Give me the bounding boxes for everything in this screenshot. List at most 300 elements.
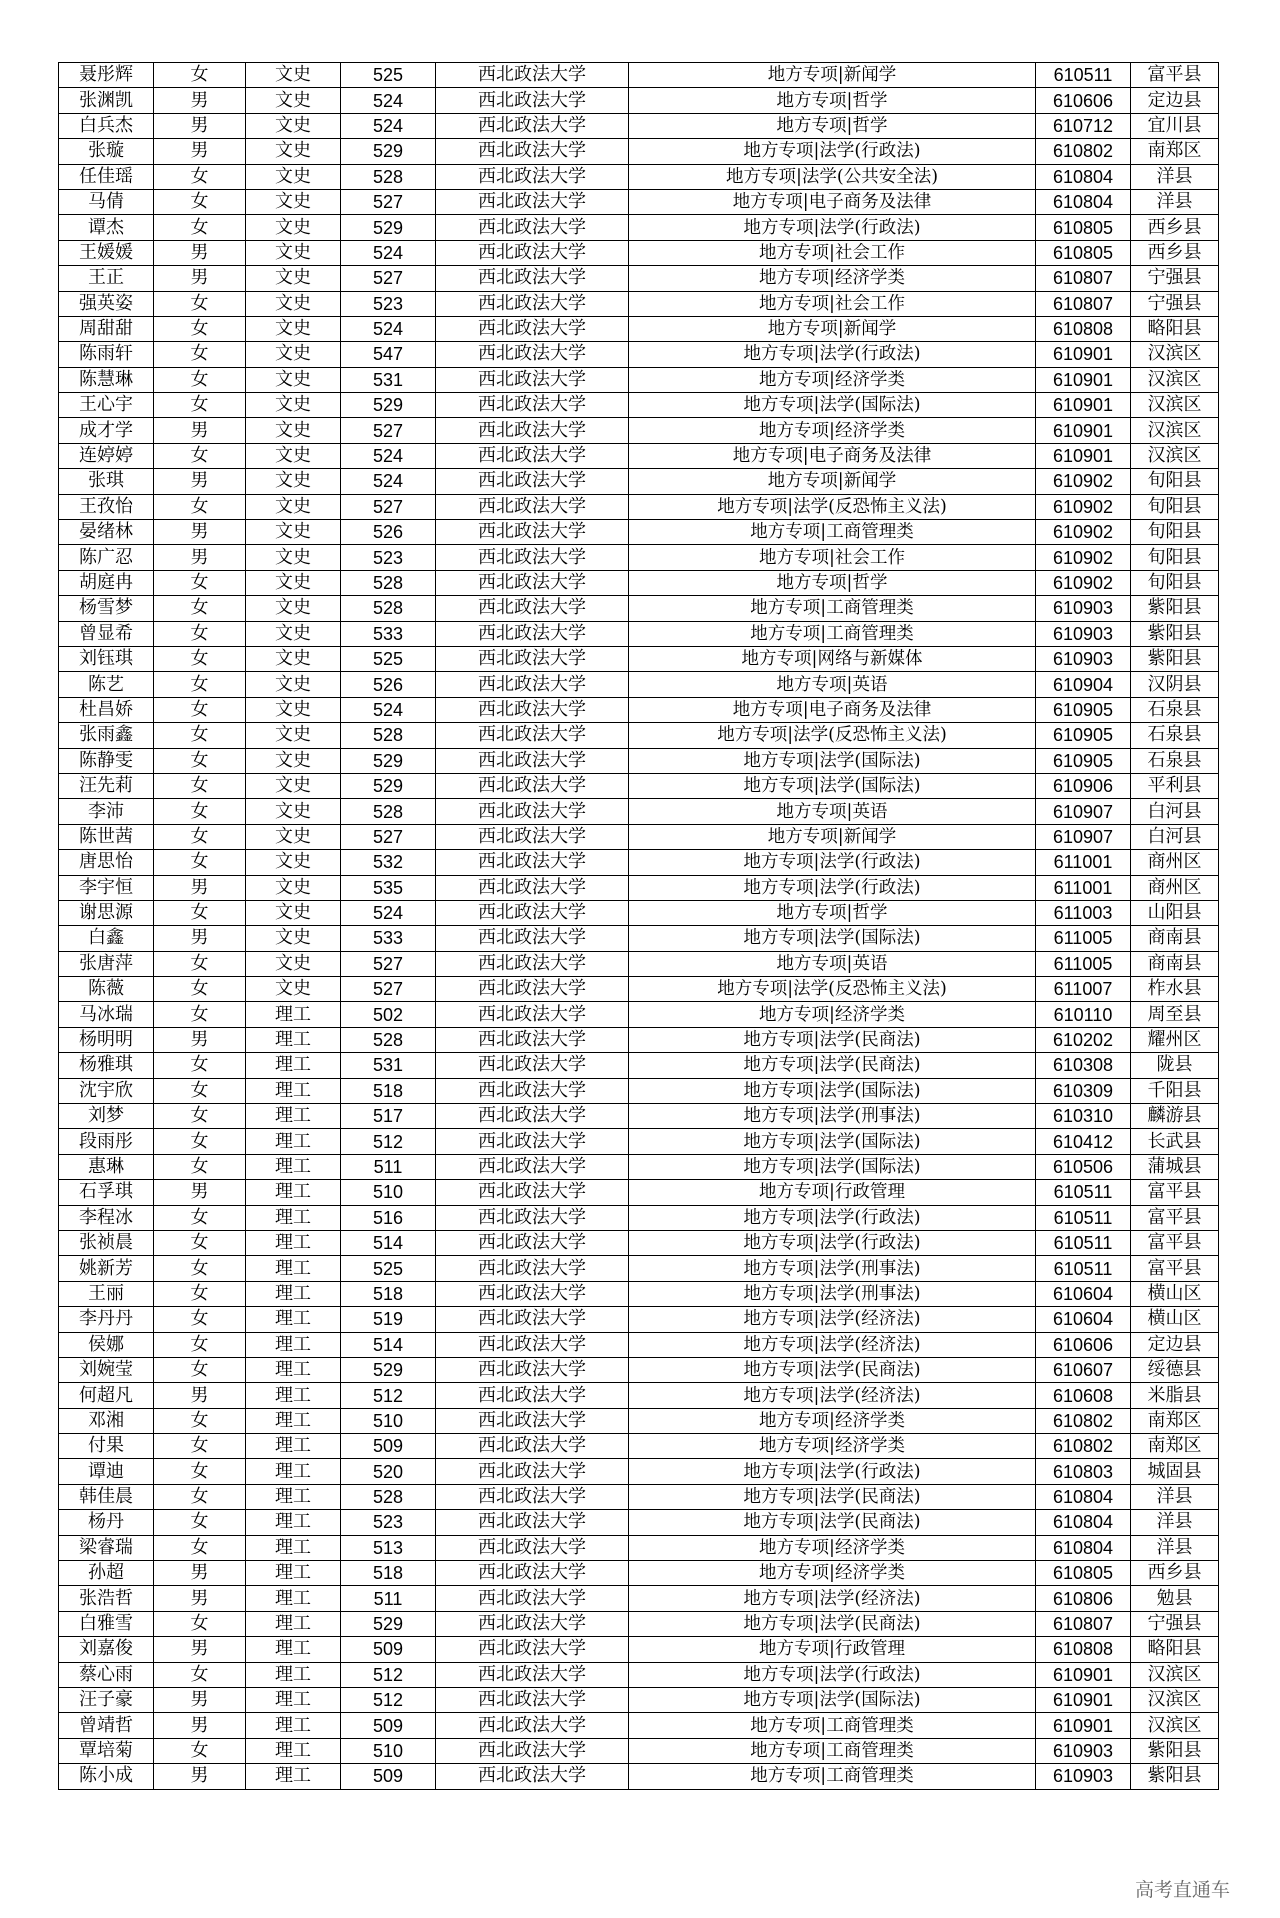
- university-cell: 西北政法大学: [436, 520, 629, 545]
- county-cell: 陇县: [1131, 1053, 1219, 1078]
- major-cell: 地方专项|电子商务及法律: [629, 697, 1036, 722]
- university-cell: 西北政法大学: [436, 850, 629, 875]
- major-cell: 地方专项|工商管理类: [629, 596, 1036, 621]
- major-cell: 地方专项|法学(反恐怖主义法): [629, 977, 1036, 1002]
- score-cell: 516: [341, 1205, 436, 1230]
- student-name-cell: 晏绪林: [59, 520, 154, 545]
- county-cell: 麟游县: [1131, 1104, 1219, 1129]
- major-cell: 地方专项|法学(行政法): [629, 139, 1036, 164]
- major-cell: 地方专项|法学(行政法): [629, 1230, 1036, 1255]
- student-name-cell: 韩佳晨: [59, 1484, 154, 1509]
- table-row: [59, 342, 1219, 367]
- university-cell: 西北政法大学: [436, 1688, 629, 1713]
- gender-cell: 男: [154, 418, 246, 443]
- county-cell: 汉滨区: [1131, 1713, 1219, 1738]
- county-cell: 紫阳县: [1131, 1738, 1219, 1763]
- university-cell: 西北政法大学: [436, 139, 629, 164]
- university-cell: 西北政法大学: [436, 1230, 629, 1255]
- region-code-cell: 610807: [1036, 1611, 1131, 1636]
- table-row: [59, 1510, 1219, 1535]
- county-cell: 白河县: [1131, 824, 1219, 849]
- major-cell: 地方专项|法学(民商法): [629, 1357, 1036, 1382]
- gender-cell: 女: [154, 748, 246, 773]
- county-cell: 富平县: [1131, 1205, 1219, 1230]
- student-name-cell: 刘嘉俊: [59, 1637, 154, 1662]
- region-code-cell: 610902: [1036, 520, 1131, 545]
- track-cell: 理工: [246, 1459, 341, 1484]
- student-name-cell: 胡庭冉: [59, 570, 154, 595]
- university-cell: 西北政法大学: [436, 342, 629, 367]
- student-name-cell: 姚新芳: [59, 1256, 154, 1281]
- major-cell: 地方专项|法学(民商法): [629, 1510, 1036, 1535]
- major-cell: 地方专项|法学(经济法): [629, 1307, 1036, 1332]
- county-cell: 洋县: [1131, 1484, 1219, 1509]
- table-row: [59, 164, 1219, 189]
- table-row: [59, 875, 1219, 900]
- score-cell: 527: [341, 824, 436, 849]
- university-cell: 西北政法大学: [436, 748, 629, 773]
- major-cell: 地方专项|法学(民商法): [629, 1027, 1036, 1052]
- gender-cell: 女: [154, 1154, 246, 1179]
- student-name-cell: 陈广忍: [59, 545, 154, 570]
- gender-cell: 女: [154, 1535, 246, 1560]
- region-code-cell: 610608: [1036, 1383, 1131, 1408]
- score-cell: 524: [341, 240, 436, 265]
- gender-cell: 女: [154, 1307, 246, 1332]
- gender-cell: 男: [154, 1180, 246, 1205]
- score-cell: 512: [341, 1688, 436, 1713]
- table-row: [59, 1078, 1219, 1103]
- gender-cell: 女: [154, 1053, 246, 1078]
- gender-cell: 男: [154, 875, 246, 900]
- county-cell: 略阳县: [1131, 1637, 1219, 1662]
- track-cell: 理工: [246, 1180, 341, 1205]
- score-cell: 520: [341, 1459, 436, 1484]
- gender-cell: 女: [154, 1611, 246, 1636]
- gender-cell: 女: [154, 1002, 246, 1027]
- table-row: [59, 494, 1219, 519]
- region-code-cell: 610110: [1036, 1002, 1131, 1027]
- admission-list-table: [58, 62, 1219, 1790]
- university-cell: 西北政法大学: [436, 1027, 629, 1052]
- table-row: [59, 1002, 1219, 1027]
- region-code-cell: 611007: [1036, 977, 1131, 1002]
- county-cell: 南郑区: [1131, 139, 1219, 164]
- county-cell: 富平县: [1131, 1256, 1219, 1281]
- gender-cell: 女: [154, 824, 246, 849]
- gender-cell: 女: [154, 342, 246, 367]
- county-cell: 石泉县: [1131, 697, 1219, 722]
- county-cell: 略阳县: [1131, 316, 1219, 341]
- university-cell: 西北政法大学: [436, 215, 629, 240]
- track-cell: 文史: [246, 316, 341, 341]
- gender-cell: 男: [154, 520, 246, 545]
- region-code-cell: 610901: [1036, 1713, 1131, 1738]
- table-row: [59, 672, 1219, 697]
- county-cell: 旬阳县: [1131, 469, 1219, 494]
- student-name-cell: 马倩: [59, 189, 154, 214]
- university-cell: 西北政法大学: [436, 1307, 629, 1332]
- table-row: [59, 1713, 1219, 1738]
- region-code-cell: 610308: [1036, 1053, 1131, 1078]
- table-row: [59, 367, 1219, 392]
- student-name-cell: 白雅雪: [59, 1611, 154, 1636]
- student-name-cell: 张璇: [59, 139, 154, 164]
- score-cell: 526: [341, 520, 436, 545]
- gender-cell: 女: [154, 850, 246, 875]
- score-cell: 525: [341, 63, 436, 88]
- table-row: [59, 1688, 1219, 1713]
- county-cell: 汉滨区: [1131, 367, 1219, 392]
- table-row: [59, 799, 1219, 824]
- score-cell: 529: [341, 393, 436, 418]
- score-cell: 535: [341, 875, 436, 900]
- track-cell: 理工: [246, 1434, 341, 1459]
- score-cell: 518: [341, 1561, 436, 1586]
- region-code-cell: 610804: [1036, 1510, 1131, 1535]
- region-code-cell: 610606: [1036, 88, 1131, 113]
- region-code-cell: 610807: [1036, 291, 1131, 316]
- county-cell: 定边县: [1131, 88, 1219, 113]
- major-cell: 地方专项|哲学: [629, 900, 1036, 925]
- table-row: [59, 1230, 1219, 1255]
- table-row: [59, 926, 1219, 951]
- student-name-cell: 李宇恒: [59, 875, 154, 900]
- table-row: [59, 113, 1219, 138]
- score-cell: 529: [341, 773, 436, 798]
- major-cell: 地方专项|新闻学: [629, 469, 1036, 494]
- score-cell: 527: [341, 418, 436, 443]
- student-name-cell: 杨雪梦: [59, 596, 154, 621]
- major-cell: 地方专项|工商管理类: [629, 1713, 1036, 1738]
- university-cell: 西北政法大学: [436, 1738, 629, 1763]
- table-row: [59, 1281, 1219, 1306]
- region-code-cell: 610903: [1036, 1738, 1131, 1763]
- region-code-cell: 610806: [1036, 1586, 1131, 1611]
- region-code-cell: 610803: [1036, 1459, 1131, 1484]
- student-name-cell: 王孜怡: [59, 494, 154, 519]
- university-cell: 西北政法大学: [436, 1281, 629, 1306]
- region-code-cell: 611001: [1036, 850, 1131, 875]
- gender-cell: 女: [154, 697, 246, 722]
- university-cell: 西北政法大学: [436, 596, 629, 621]
- university-cell: 西北政法大学: [436, 1535, 629, 1560]
- major-cell: 地方专项|经济学类: [629, 266, 1036, 291]
- university-cell: 西北政法大学: [436, 773, 629, 798]
- track-cell: 理工: [246, 1078, 341, 1103]
- score-cell: 527: [341, 494, 436, 519]
- score-cell: 524: [341, 88, 436, 113]
- major-cell: 地方专项|经济学类: [629, 1002, 1036, 1027]
- student-name-cell: 邓湘: [59, 1408, 154, 1433]
- university-cell: 西北政法大学: [436, 1256, 629, 1281]
- student-name-cell: 孙超: [59, 1561, 154, 1586]
- county-cell: 耀州区: [1131, 1027, 1219, 1052]
- region-code-cell: 610511: [1036, 1256, 1131, 1281]
- gender-cell: 男: [154, 1713, 246, 1738]
- track-cell: 文史: [246, 367, 341, 392]
- university-cell: 西北政法大学: [436, 1129, 629, 1154]
- major-cell: 地方专项|法学(经济法): [629, 1383, 1036, 1408]
- table-row: [59, 1053, 1219, 1078]
- track-cell: 文史: [246, 520, 341, 545]
- county-cell: 宁强县: [1131, 266, 1219, 291]
- major-cell: 地方专项|法学(国际法): [629, 1078, 1036, 1103]
- student-name-cell: 陈小成: [59, 1764, 154, 1789]
- region-code-cell: 610902: [1036, 469, 1131, 494]
- gender-cell: 女: [154, 1078, 246, 1103]
- county-cell: 商南县: [1131, 926, 1219, 951]
- track-cell: 文史: [246, 723, 341, 748]
- track-cell: 理工: [246, 1688, 341, 1713]
- gender-cell: 女: [154, 1408, 246, 1433]
- score-cell: 526: [341, 672, 436, 697]
- score-cell: 525: [341, 646, 436, 671]
- county-cell: 西乡县: [1131, 1561, 1219, 1586]
- university-cell: 西北政法大学: [436, 1357, 629, 1382]
- table-row: [59, 1535, 1219, 1560]
- gender-cell: 女: [154, 977, 246, 1002]
- university-cell: 西北政法大学: [436, 1713, 629, 1738]
- major-cell: 地方专项|法学(刑事法): [629, 1281, 1036, 1306]
- region-code-cell: 610902: [1036, 545, 1131, 570]
- county-cell: 横山区: [1131, 1307, 1219, 1332]
- university-cell: 西北政法大学: [436, 951, 629, 976]
- university-cell: 西北政法大学: [436, 1332, 629, 1357]
- gender-cell: 女: [154, 443, 246, 468]
- region-code-cell: 610802: [1036, 1408, 1131, 1433]
- table-row: [59, 951, 1219, 976]
- county-cell: 石泉县: [1131, 723, 1219, 748]
- region-code-cell: 610309: [1036, 1078, 1131, 1103]
- gender-cell: 女: [154, 1129, 246, 1154]
- university-cell: 西北政法大学: [436, 443, 629, 468]
- table-row: [59, 1738, 1219, 1763]
- score-cell: 510: [341, 1738, 436, 1763]
- university-cell: 西北政法大学: [436, 1510, 629, 1535]
- student-name-cell: 梁睿瑞: [59, 1535, 154, 1560]
- track-cell: 文史: [246, 63, 341, 88]
- track-cell: 文史: [246, 875, 341, 900]
- region-code-cell: 610901: [1036, 1688, 1131, 1713]
- major-cell: 地方专项|工商管理类: [629, 1738, 1036, 1763]
- gender-cell: 男: [154, 469, 246, 494]
- university-cell: 西北政法大学: [436, 469, 629, 494]
- track-cell: 理工: [246, 1307, 341, 1332]
- region-code-cell: 610901: [1036, 367, 1131, 392]
- region-code-cell: 610901: [1036, 393, 1131, 418]
- track-cell: 文史: [246, 215, 341, 240]
- university-cell: 西北政法大学: [436, 723, 629, 748]
- gender-cell: 女: [154, 1484, 246, 1509]
- track-cell: 理工: [246, 1764, 341, 1789]
- region-code-cell: 610903: [1036, 596, 1131, 621]
- county-cell: 旬阳县: [1131, 545, 1219, 570]
- major-cell: 地方专项|行政管理: [629, 1637, 1036, 1662]
- table-row: [59, 1383, 1219, 1408]
- gender-cell: 女: [154, 672, 246, 697]
- student-name-cell: 张琪: [59, 469, 154, 494]
- county-cell: 西乡县: [1131, 240, 1219, 265]
- track-cell: 文史: [246, 342, 341, 367]
- score-cell: 510: [341, 1180, 436, 1205]
- region-code-cell: 610511: [1036, 63, 1131, 88]
- table-row: [59, 139, 1219, 164]
- region-code-cell: 610606: [1036, 1332, 1131, 1357]
- university-cell: 西北政法大学: [436, 494, 629, 519]
- score-cell: 502: [341, 1002, 436, 1027]
- county-cell: 紫阳县: [1131, 621, 1219, 646]
- table-row: [59, 1484, 1219, 1509]
- university-cell: 西北政法大学: [436, 1180, 629, 1205]
- major-cell: 地方专项|社会工作: [629, 240, 1036, 265]
- county-cell: 汉滨区: [1131, 418, 1219, 443]
- region-code-cell: 610511: [1036, 1180, 1131, 1205]
- county-cell: 汉滨区: [1131, 1662, 1219, 1687]
- major-cell: 地方专项|电子商务及法律: [629, 189, 1036, 214]
- university-cell: 西北政法大学: [436, 697, 629, 722]
- student-name-cell: 王媛媛: [59, 240, 154, 265]
- region-code-cell: 610808: [1036, 316, 1131, 341]
- student-name-cell: 杨雅琪: [59, 1053, 154, 1078]
- track-cell: 理工: [246, 1637, 341, 1662]
- university-cell: 西北政法大学: [436, 875, 629, 900]
- student-name-cell: 张渊凯: [59, 88, 154, 113]
- university-cell: 西北政法大学: [436, 240, 629, 265]
- student-name-cell: 曾靖哲: [59, 1713, 154, 1738]
- table-row: [59, 723, 1219, 748]
- table-row: [59, 1408, 1219, 1433]
- score-cell: 524: [341, 113, 436, 138]
- student-name-cell: 陈薇: [59, 977, 154, 1002]
- score-cell: 527: [341, 189, 436, 214]
- score-cell: 523: [341, 545, 436, 570]
- region-code-cell: 610604: [1036, 1307, 1131, 1332]
- region-code-cell: 610805: [1036, 240, 1131, 265]
- table-row: [59, 63, 1219, 88]
- track-cell: 文史: [246, 164, 341, 189]
- score-cell: 529: [341, 1357, 436, 1382]
- gender-cell: 男: [154, 545, 246, 570]
- major-cell: 地方专项|英语: [629, 951, 1036, 976]
- student-name-cell: 何超凡: [59, 1383, 154, 1408]
- county-cell: 洋县: [1131, 164, 1219, 189]
- gender-cell: 女: [154, 367, 246, 392]
- table-row: [59, 1459, 1219, 1484]
- table-body: [59, 63, 1219, 1790]
- track-cell: 理工: [246, 1281, 341, 1306]
- student-name-cell: 谭迪: [59, 1459, 154, 1484]
- gender-cell: 男: [154, 240, 246, 265]
- gender-cell: 男: [154, 1383, 246, 1408]
- major-cell: 地方专项|新闻学: [629, 316, 1036, 341]
- score-cell: 514: [341, 1230, 436, 1255]
- score-cell: 528: [341, 570, 436, 595]
- student-name-cell: 陈艺: [59, 672, 154, 697]
- student-name-cell: 谢思源: [59, 900, 154, 925]
- student-name-cell: 侯娜: [59, 1332, 154, 1357]
- track-cell: 理工: [246, 1662, 341, 1687]
- region-code-cell: 610907: [1036, 824, 1131, 849]
- county-cell: 汉滨区: [1131, 342, 1219, 367]
- student-name-cell: 马冰瑞: [59, 1002, 154, 1027]
- table-row: [59, 520, 1219, 545]
- gender-cell: 女: [154, 646, 246, 671]
- student-name-cell: 杨丹: [59, 1510, 154, 1535]
- track-cell: 文史: [246, 799, 341, 824]
- university-cell: 西北政法大学: [436, 63, 629, 88]
- region-code-cell: 610906: [1036, 773, 1131, 798]
- region-code-cell: 610506: [1036, 1154, 1131, 1179]
- county-cell: 西乡县: [1131, 215, 1219, 240]
- table-row: [59, 215, 1219, 240]
- gender-cell: 女: [154, 63, 246, 88]
- gender-cell: 男: [154, 139, 246, 164]
- region-code-cell: 610903: [1036, 646, 1131, 671]
- major-cell: 地方专项|法学(行政法): [629, 1205, 1036, 1230]
- county-cell: 商州区: [1131, 875, 1219, 900]
- student-name-cell: 王正: [59, 266, 154, 291]
- major-cell: 地方专项|英语: [629, 799, 1036, 824]
- student-name-cell: 覃培菊: [59, 1738, 154, 1763]
- table-row: [59, 1561, 1219, 1586]
- gender-cell: 男: [154, 926, 246, 951]
- region-code-cell: 610905: [1036, 723, 1131, 748]
- region-code-cell: 610804: [1036, 189, 1131, 214]
- student-name-cell: 成才学: [59, 418, 154, 443]
- table-row: [59, 697, 1219, 722]
- university-cell: 西北政法大学: [436, 266, 629, 291]
- region-code-cell: 610907: [1036, 799, 1131, 824]
- track-cell: 理工: [246, 1484, 341, 1509]
- score-cell: 509: [341, 1713, 436, 1738]
- gender-cell: 女: [154, 1738, 246, 1763]
- table-row: [59, 266, 1219, 291]
- score-cell: 528: [341, 1484, 436, 1509]
- county-cell: 横山区: [1131, 1281, 1219, 1306]
- track-cell: 文史: [246, 570, 341, 595]
- gender-cell: 女: [154, 723, 246, 748]
- score-cell: 529: [341, 215, 436, 240]
- score-cell: 511: [341, 1586, 436, 1611]
- major-cell: 地方专项|网络与新媒体: [629, 646, 1036, 671]
- student-name-cell: 汪子豪: [59, 1688, 154, 1713]
- student-name-cell: 陈静雯: [59, 748, 154, 773]
- county-cell: 商南县: [1131, 951, 1219, 976]
- region-code-cell: 610901: [1036, 1662, 1131, 1687]
- county-cell: 汉滨区: [1131, 1688, 1219, 1713]
- major-cell: 地方专项|法学(刑事法): [629, 1256, 1036, 1281]
- university-cell: 西北政法大学: [436, 1434, 629, 1459]
- gender-cell: 女: [154, 393, 246, 418]
- score-cell: 529: [341, 139, 436, 164]
- region-code-cell: 610202: [1036, 1027, 1131, 1052]
- major-cell: 地方专项|法学(行政法): [629, 1459, 1036, 1484]
- county-cell: 城固县: [1131, 1459, 1219, 1484]
- student-name-cell: 强英姿: [59, 291, 154, 316]
- table-row: [59, 393, 1219, 418]
- university-cell: 西北政法大学: [436, 824, 629, 849]
- score-cell: 528: [341, 799, 436, 824]
- gender-cell: 女: [154, 189, 246, 214]
- track-cell: 文史: [246, 900, 341, 925]
- score-cell: 527: [341, 951, 436, 976]
- student-name-cell: 李沛: [59, 799, 154, 824]
- university-cell: 西北政法大学: [436, 164, 629, 189]
- county-cell: 南郑区: [1131, 1434, 1219, 1459]
- university-cell: 西北政法大学: [436, 1002, 629, 1027]
- track-cell: 理工: [246, 1129, 341, 1154]
